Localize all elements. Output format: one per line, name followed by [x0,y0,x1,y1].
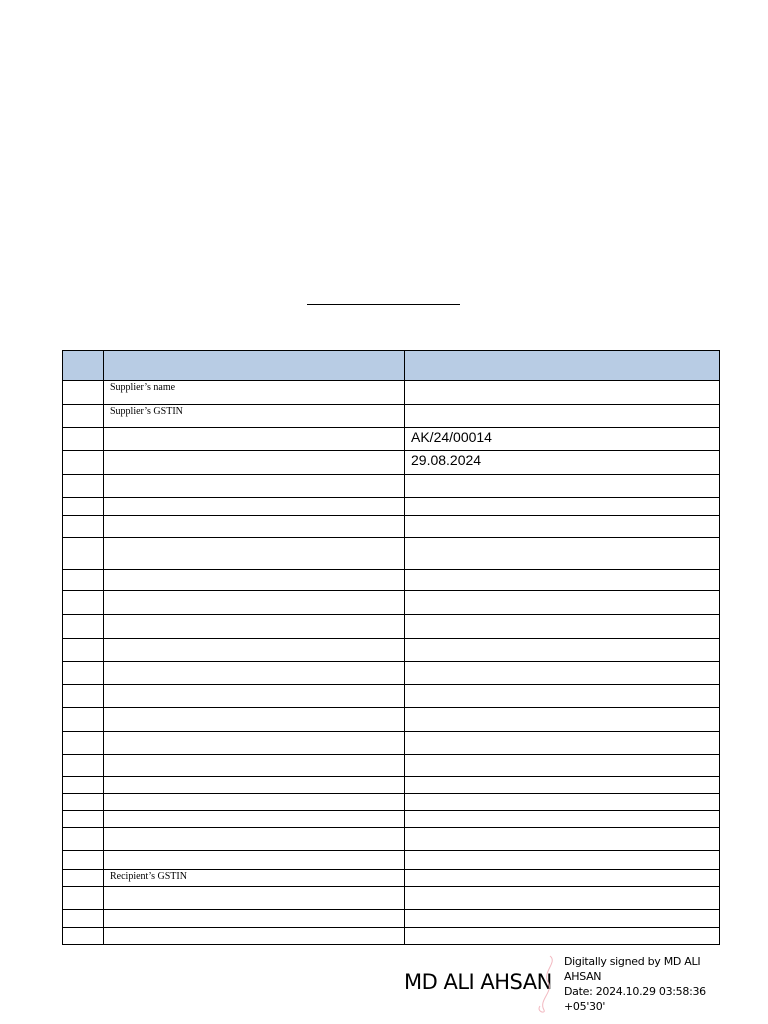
field-label [104,516,405,538]
field-value [405,351,720,381]
field-value: AK/24/00014 [405,428,720,451]
serial-cell [63,794,104,811]
invoice-details-body [63,351,720,945]
title-underline [307,304,460,305]
invoice-details-table [62,350,720,945]
field-value [405,811,720,828]
serial-cell [63,405,104,428]
table-row [63,732,720,755]
field-label [104,887,405,910]
field-label [104,851,405,870]
field-label [104,475,405,498]
table-row [63,928,720,945]
field-value [405,516,720,538]
serial-cell [63,570,104,591]
table-row [63,615,720,639]
serial-cell [63,870,104,887]
signer-name: MD ALI AHSAN [404,970,552,994]
table-row [63,811,720,828]
table-row [63,851,720,870]
field-value [405,910,720,928]
field-value [405,639,720,662]
field-value [405,570,720,591]
table-row [63,475,720,498]
serial-cell [63,928,104,945]
table-row [63,538,720,570]
field-value: 29.08.2024 [405,451,720,475]
field-label [104,732,405,755]
field-label [104,662,405,685]
table-row [63,591,720,615]
serial-cell [63,451,104,475]
table-row [63,516,720,538]
serial-cell [63,910,104,928]
field-value [405,591,720,615]
field-label [104,591,405,615]
field-value [405,475,720,498]
field-label [104,351,405,381]
table-row [63,685,720,708]
field-value [405,685,720,708]
field-label [104,498,405,516]
serial-cell [63,615,104,639]
serial-cell [63,811,104,828]
field-label [104,928,405,945]
table-row [63,708,720,732]
table-row [63,451,720,475]
field-value [405,538,720,570]
serial-cell [63,755,104,777]
serial-cell [63,851,104,870]
serial-cell [63,777,104,794]
table-header-row [63,351,720,381]
field-label: Supplier’s name [104,381,405,405]
table-row [63,639,720,662]
signature-line: Date: 2024.10.29 03:58:36 [564,985,706,998]
serial-cell [63,732,104,755]
serial-cell [63,639,104,662]
field-value [405,662,720,685]
table-row [63,870,720,887]
field-value [405,777,720,794]
table-row [63,381,720,405]
table-row [63,777,720,794]
serial-cell [63,381,104,405]
field-value [405,828,720,851]
table-row [63,910,720,928]
table-row [63,828,720,851]
field-label [104,538,405,570]
serial-cell [63,662,104,685]
table-row [63,794,720,811]
serial-cell [63,828,104,851]
field-label [104,755,405,777]
field-label: Recipient’s GSTIN [104,870,405,887]
field-value [405,732,720,755]
signature-mark-icon [528,952,568,1016]
field-label [104,777,405,794]
field-value [405,870,720,887]
signature-line: +05'30' [564,1000,606,1013]
serial-cell [63,887,104,910]
field-label [104,570,405,591]
field-label: Supplier’s GSTIN [104,405,405,428]
serial-cell [63,351,104,381]
field-value [405,498,720,516]
serial-cell [63,516,104,538]
field-label [104,428,405,451]
serial-cell [63,708,104,732]
field-value [405,851,720,870]
field-label [104,639,405,662]
field-label [104,910,405,928]
table-row [63,498,720,516]
field-value [405,708,720,732]
field-label [104,828,405,851]
field-label [104,451,405,475]
table-row [63,428,720,451]
table-row [63,755,720,777]
serial-cell [63,475,104,498]
field-label [104,811,405,828]
serial-cell [63,428,104,451]
signature-line: Digitally signed by MD ALI [564,955,701,968]
serial-cell [63,538,104,570]
field-value [405,928,720,945]
field-value [405,381,720,405]
digital-signature-block [404,954,724,1018]
serial-cell [63,591,104,615]
table-row [63,887,720,910]
field-label [104,615,405,639]
field-value [405,887,720,910]
field-value [405,615,720,639]
signature-details [564,954,706,1014]
field-value [405,755,720,777]
serial-cell [63,685,104,708]
field-value [405,405,720,428]
serial-cell [63,498,104,516]
field-label [104,685,405,708]
field-label [104,794,405,811]
table-row [63,662,720,685]
signature-line: AHSAN [564,970,602,983]
table-row [63,405,720,428]
table-row [63,570,720,591]
field-value [405,794,720,811]
field-label [104,708,405,732]
